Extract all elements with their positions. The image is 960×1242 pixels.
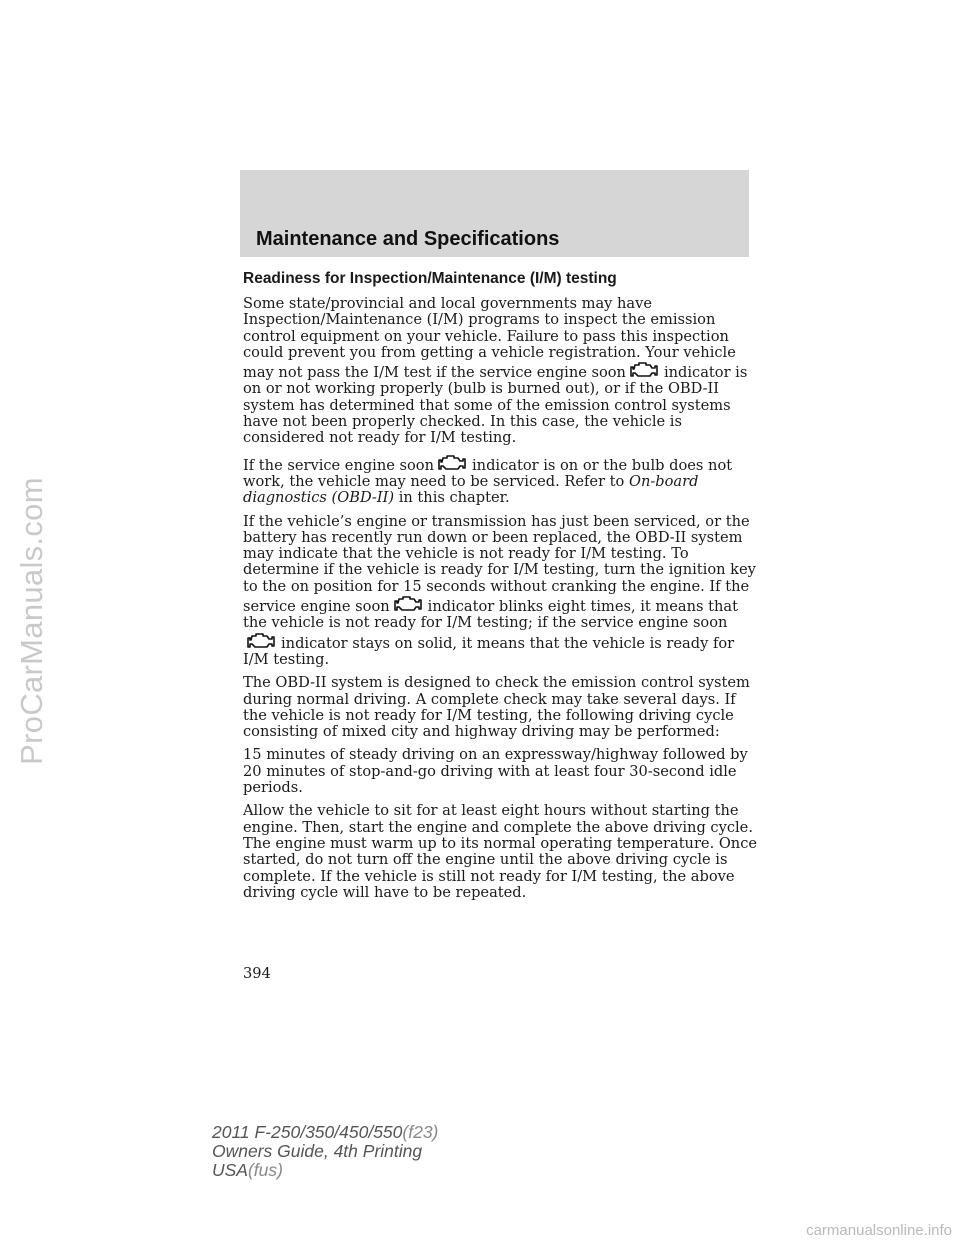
main-content — [243, 268, 763, 908]
service-engine-soon-icon — [390, 595, 428, 613]
footer-model-code: (f23) — [402, 1122, 439, 1142]
footer-line-3 — [212, 1161, 438, 1180]
paragraph-6: Allow the vehicle to sit for at least eight hours without starting the engine. Then, start the engine and complete the above driving cycle. The engine must warm up to its normal operating temperature. Once started, do not turn off the engine until the above driving cycle is complete. If the vehicle is still not ready for I/M testing, the above driving cycle will have to be repeated. — [243, 802, 758, 901]
section-title: Readiness for Inspection/Maintenance (I/M) testing — [243, 270, 617, 287]
service-engine-soon-icon — [434, 454, 472, 472]
side-watermark — [2, 0, 62, 1242]
paragraph-2 — [243, 454, 763, 507]
paragraph-4: The OBD-II system is designed to check the emission control system during normal driving. A complete check may take several days. If the vehicle is not ready for I/M testing, the following driving cycle consisting of mixed city and highway driving may be performed: — [243, 674, 750, 741]
site-watermark: carmanualsonline.info — [806, 1222, 952, 1239]
section-header-band — [240, 170, 749, 257]
paragraph-3 — [243, 514, 763, 669]
paragraph-3-text-a: If the vehicle’s engine or transmission has just been serviced, or the battery has recently run down or been replaced, the OBD-II system may indicate that the vehicle is not ready for I/M testing. To determine if the vehicle is ready for I/M testing, turn the ignition key to the on position for 15 seconds without cranking the engine. If the service engine soon — [243, 512, 756, 616]
paragraph-2-text-b: indicator is on or the bulb does not work, the vehicle may need to be serviced. Refer to — [243, 456, 733, 490]
service-engine-soon-icon — [626, 361, 664, 379]
side-watermark-text: ProCarManuals.com — [14, 477, 49, 765]
footer-model: 2011 F-250/350/450/550 — [212, 1122, 403, 1142]
footer — [212, 1123, 438, 1180]
footer-region-code: (fus) — [247, 1160, 283, 1180]
page-number: 394 — [243, 965, 271, 982]
paragraph-3-text-b: indicator blinks eight times, it means that the vehicle is not ready for I/M testing; if the service engine soon — [243, 598, 738, 632]
paragraph-1-text-a: Some state/provincial and local governments may have Inspection/Maintenance (I/M) programs to inspect the emission control equipment on your vehicle. Failure to pass this inspection could prevent you from getting a vehicle registration. Your vehicle may not pass the I/M test if the service engine soon — [243, 295, 736, 382]
page-title: Maintenance and Specifications — [256, 228, 560, 250]
footer-line-2: Owners Guide, 4th Printing — [212, 1141, 423, 1161]
paragraph-1 — [243, 296, 763, 447]
footer-line-1 — [212, 1123, 438, 1142]
service-engine-soon-icon — [243, 632, 281, 650]
paragraph-5: 15 minutes of steady driving on an expressway/highway followed by 20 minutes of stop-and-go driving with at least four 30-second idle periods. — [243, 746, 748, 797]
obd-reference: On-board diagnostics (OBD-II) — [243, 472, 699, 507]
paragraph-3-text-c: indicator stays on solid, it means that the vehicle is ready for I/M testing. — [243, 634, 735, 668]
paragraph-2-text-c: in this chapter. — [398, 489, 510, 507]
footer-region: USA — [212, 1160, 248, 1180]
paragraph-2-text-a: If the service engine soon — [243, 456, 434, 474]
paragraph-1-text-b: indicator is on or not working properly (bulb is burned out), or if the OBD-II system has determined that some of the emission control systems have not been properly checked. In this case, the vehicle is considered not ready for I/M testing. — [243, 364, 748, 447]
